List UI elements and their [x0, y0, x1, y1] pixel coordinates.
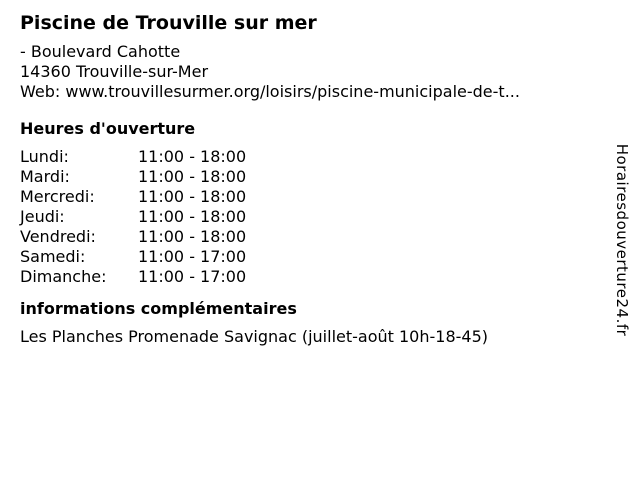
- address-street: - Boulevard Cahotte: [20, 42, 181, 61]
- website-label: Web:: [20, 82, 61, 101]
- hours-row-monday: [20, 147, 600, 167]
- hours-row-thursday: [20, 207, 600, 227]
- time-range: 11:00 - 18:00: [138, 227, 247, 246]
- venue-title: Piscine de Trouville sur mer: [20, 12, 317, 34]
- time-range: 11:00 - 18:00: [138, 167, 247, 186]
- website-link[interactable]: www.trouvillesurmer.org/loisirs/piscine-municipale-de-t...: [65, 82, 520, 101]
- opening-hours-table: [20, 147, 600, 287]
- time-range: 11:00 - 18:00: [138, 187, 247, 206]
- day-label: Dimanche:: [20, 267, 107, 286]
- opening-hours-heading: Heures d'ouverture: [20, 119, 196, 138]
- hours-row-sunday: [20, 267, 600, 287]
- time-range: 11:00 - 17:00: [138, 247, 247, 266]
- day-label: Mardi:: [20, 167, 70, 186]
- additional-info-heading: informations complémentaires: [20, 299, 297, 318]
- day-label: Jeudi:: [20, 207, 65, 226]
- day-label: Vendredi:: [20, 227, 96, 246]
- venue-card: [20, 10, 600, 348]
- additional-info-text: Les Planches Promenade Savignac (juillet-août 10h-18-45): [20, 327, 488, 346]
- day-label: Lundi:: [20, 147, 69, 166]
- day-label: Samedi:: [20, 247, 86, 266]
- day-label: Mercredi:: [20, 187, 95, 206]
- time-range: 11:00 - 17:00: [138, 267, 247, 286]
- time-range: 11:00 - 18:00: [138, 207, 247, 226]
- hours-row-friday: [20, 227, 600, 247]
- hours-row-wednesday: [20, 187, 600, 207]
- time-range: 11:00 - 18:00: [138, 147, 247, 166]
- hours-row-saturday: [20, 247, 600, 267]
- hours-row-tuesday: [20, 167, 600, 187]
- brand-watermark: Horairesdouverture24.fr: [613, 143, 631, 337]
- website-row: [20, 82, 600, 102]
- address-city: 14360 Trouville-sur-Mer: [20, 62, 209, 81]
